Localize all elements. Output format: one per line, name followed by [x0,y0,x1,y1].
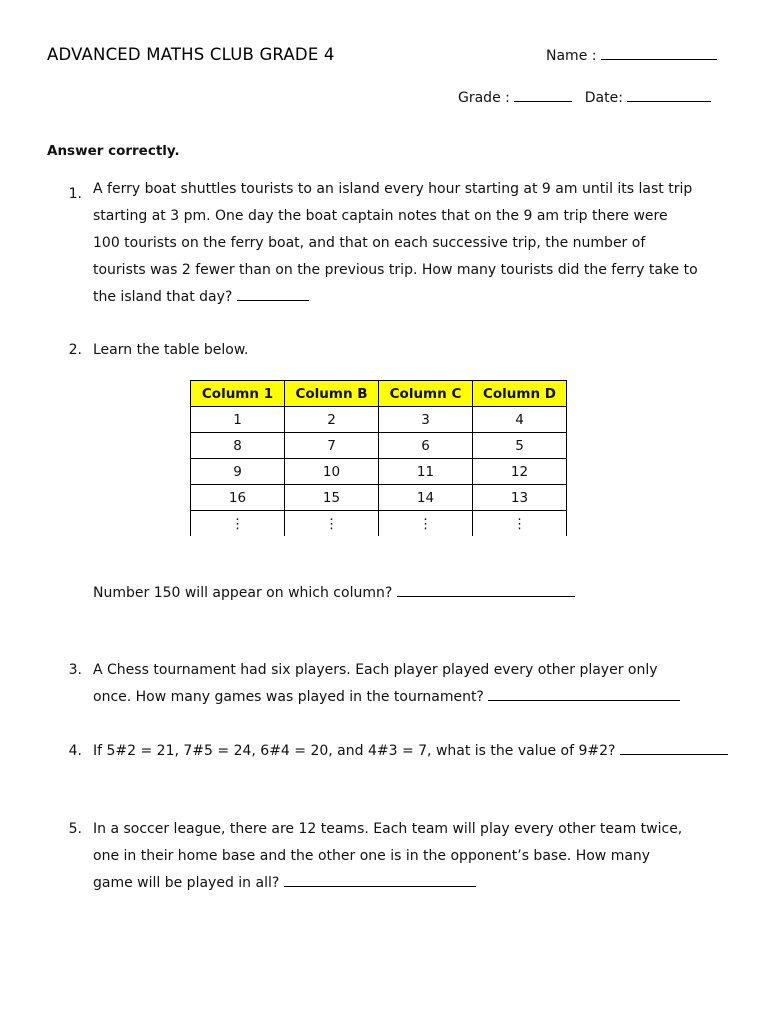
table-cell: 9 [191,459,285,485]
table-cell: 13 [473,485,567,511]
name-label: Name : [546,48,597,64]
question-4-number: 4. [68,743,82,759]
question-5 [93,816,682,897]
column-header: Column C [379,381,473,407]
table-cell: 14 [379,485,473,511]
question-5-line-last [93,870,682,897]
question-2-followup-text: Number 150 will appear on which column? [93,585,393,601]
table-cell: ⋮ [473,511,567,537]
table-cell: 1 [191,407,285,433]
answer-5-blank[interactable] [284,872,476,887]
table-cell: 5 [473,433,567,459]
table-cell: ⋮ [285,511,379,537]
table-cell: 11 [379,459,473,485]
answer-2-blank[interactable] [397,582,575,597]
question-4-line: If 5#2 = 21, 7#5 = 24, 6#4 = 20, and 4#3 = 7, what is the value of 9#2? [93,743,616,759]
answer-4-blank[interactable] [620,740,728,755]
table-cell: 2 [285,407,379,433]
question-4 [93,738,728,765]
table-cell: 4 [473,407,567,433]
column-header: Column 1 [191,381,285,407]
answer-3-blank[interactable] [488,686,680,701]
date-label: Date: [584,90,623,106]
grade-date-fields [458,87,711,106]
answer-1-blank[interactable] [237,286,309,301]
grade-blank[interactable] [514,87,572,102]
table-cell: ⋮ [379,511,473,537]
name-field [546,45,717,64]
table-row [191,459,567,485]
question-1-line: tourists was 2 fewer than on the previous trip. How many tourists did the ferry take to [93,262,698,278]
question-5-line: one in their home base and the other one is in the opponent’s base. How many [93,848,651,864]
table-cell: ⋮ [191,511,285,537]
question-1-number: 1. [68,186,82,202]
question-1-line: 100 tourists on the ferry boat, and that on each successive trip, the number of [93,235,646,251]
table-row [191,407,567,433]
table-row [191,433,567,459]
worksheet-title: ADVANCED MATHS CLUB GRADE 4 [47,45,335,64]
table-cell: 12 [473,459,567,485]
column-header: Column D [473,381,567,407]
question-3 [93,657,680,711]
question-5-line: In a soccer league, there are 12 teams. Each team will play every other team twice, [93,821,683,837]
question-1-line: A ferry boat shuttles tourists to an island every hour starting at 9 am until its last trip [93,181,693,197]
question-5-number: 5. [68,821,82,837]
table-cell: 7 [285,433,379,459]
question-2-text: Learn the table below. [93,342,249,358]
date-blank[interactable] [627,87,711,102]
table-cell: 8 [191,433,285,459]
table-header-row [191,381,567,407]
question-2-number: 2. [68,342,82,358]
column-header: Column B [285,381,379,407]
number-table [190,380,567,536]
grade-label: Grade : [458,90,510,106]
table-row [191,485,567,511]
table-cell: 6 [379,433,473,459]
question-3-number: 3. [68,662,82,678]
question-2-followup [93,580,575,607]
table-cell: 15 [285,485,379,511]
question-3-line: once. How many games was played in the tournament? [93,689,484,705]
question-1-line: starting at 3 pm. One day the boat captain notes that on the 9 am trip there were [93,208,668,224]
question-1-line-last [93,284,698,311]
table-cell: 3 [379,407,473,433]
question-1-line: the island that day? [93,289,233,305]
question-3-line: A Chess tournament had six players. Each player played every other player only [93,662,658,678]
table-cell: 10 [285,459,379,485]
name-blank[interactable] [601,45,717,60]
table-cell: 16 [191,485,285,511]
question-3-line-last [93,684,680,711]
question-1 [93,176,698,311]
table-row-continuation [191,511,567,537]
instruction: Answer correctly. [47,143,180,159]
question-5-line: game will be played in all? [93,875,280,891]
